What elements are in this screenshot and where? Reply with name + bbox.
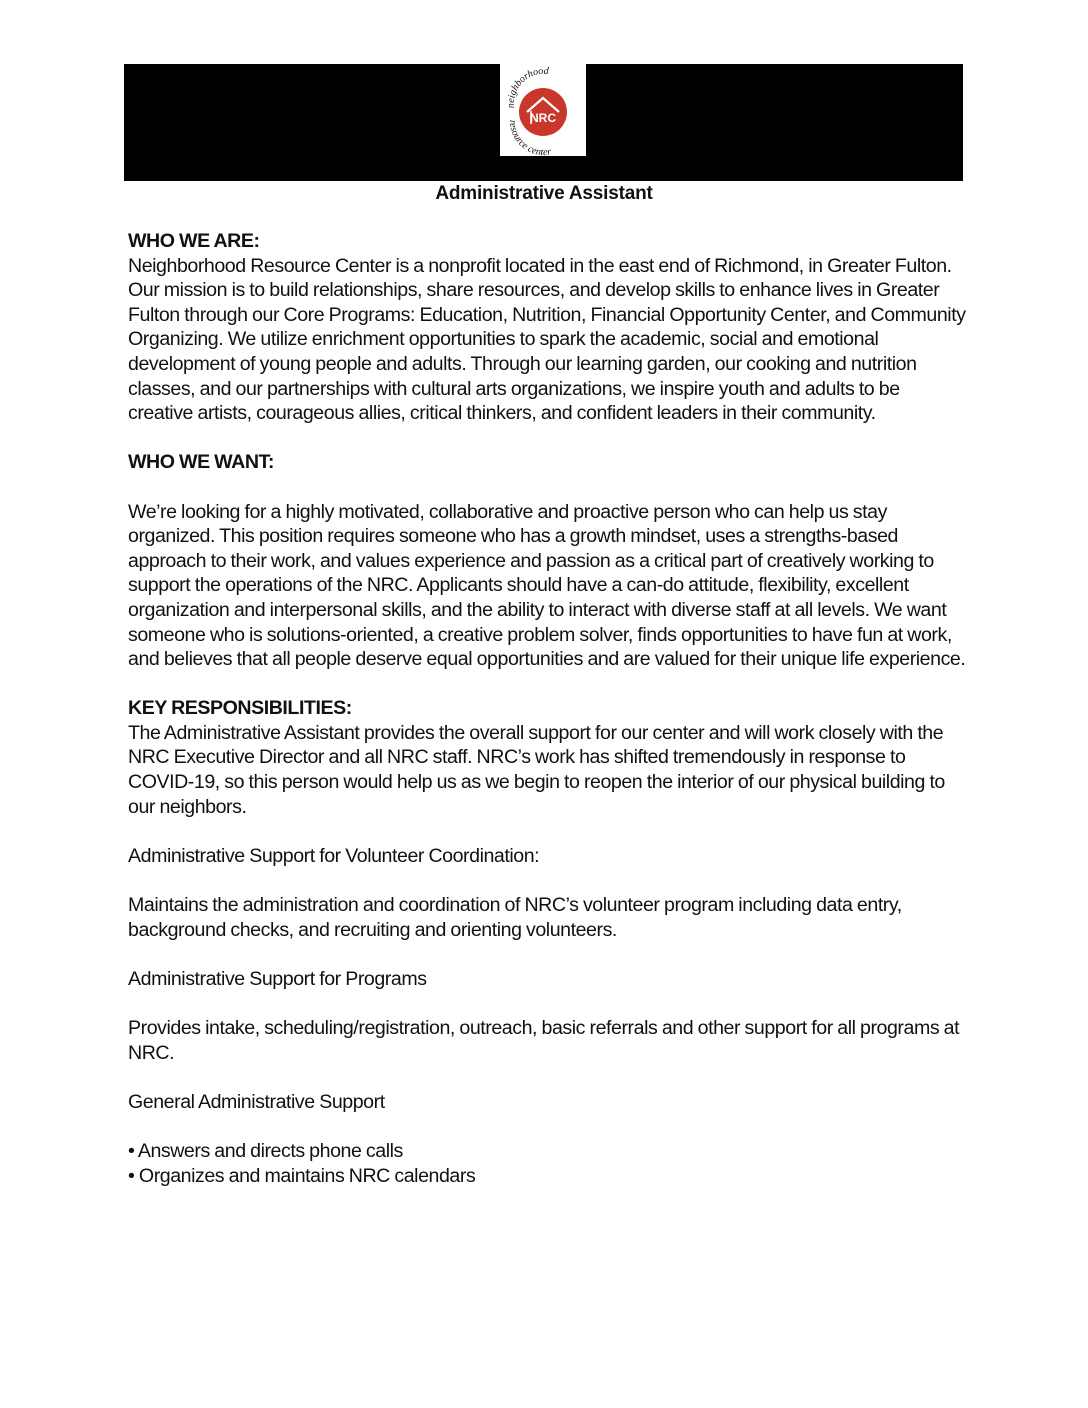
bullet-item: • Organizes and maintains NRC calendars [128, 1164, 476, 1187]
page-title: Administrative Assistant [435, 183, 653, 204]
logo-icon [500, 64, 586, 156]
key-responsibilities-body: The Administrative Assistant provides the overall support for our center and will work closely with the NRC Executive Director and all NRC staff. NRC’s work has shifted tremendously in response to COVID-19, so this person would help us as we begin to reopen the interior of our physical building to our neighbors. [128, 721, 945, 818]
key-responsibilities-heading: KEY RESPONSIBILITIES: [128, 697, 352, 720]
volunteer-body: Maintains the administration and coordination of NRC’s volunteer program including data entry, background checks, and recruiting and orienting volunteers. [128, 894, 902, 941]
volunteer-subheading: Administrative Support for Volunteer Coordination: [128, 844, 540, 867]
programs-subheading: Administrative Support for Programs [128, 967, 427, 990]
document-body [128, 229, 968, 1188]
who-we-are-heading: WHO WE ARE: [128, 230, 260, 252]
svg-text:resource center: resource center [506, 119, 552, 156]
who-we-are-body: Neighborhood Resource Center is a nonprofit located in the east end of Richmond, in Greater Fulton. Our mission is to build relationships, share resources, and develop skills to enhance lives in Greater Fulton through our Core Programs: Education, Nutrition, Financial Opportunity Center, and Community Organizing. We utilize enrichment opportunities to spark the academic, social and emotional development of young people and adults. Through our learning garden, our cooking and nutrition classes, and our partnerships with cultural arts organizations, we inspire youth and adults to be creative artists, courageous allies, critical thinkers, and confident leaders in their community. [128, 254, 966, 425]
header-banner [124, 64, 963, 181]
svg-text:NRC: NRC [530, 111, 556, 125]
general-subheading: General Administrative Support [128, 1090, 385, 1113]
programs-body: Provides intake, scheduling/registration, outreach, basic referrals and other support for all programs at NRC. [128, 1017, 960, 1064]
who-we-want-heading: WHO WE WANT: [128, 451, 274, 474]
nrc-logo [500, 64, 586, 156]
who-we-want-body: We’re looking for a highly motivated, collaborative and proactive person who can help us stay organized. This position requires someone who has a growth mindset, uses a strengths-based approach to their work, and values experience and passion as a critical part of creatively working to support the operations of the NRC. Applicants should have a can-do attitude, flexibility, excellent organization and interpersonal skills, and the ability to interact with diverse staff at all levels. We want someone who is solutions-oriented, a creative problem solver, finds opportunities to have fun at work, and believes that all people deserve equal opportunities and are valued for their unique life experience. [128, 500, 966, 671]
svg-text:neighborhood: neighborhood [505, 65, 550, 109]
bullet-item: • Answers and directs phone calls [128, 1139, 403, 1162]
